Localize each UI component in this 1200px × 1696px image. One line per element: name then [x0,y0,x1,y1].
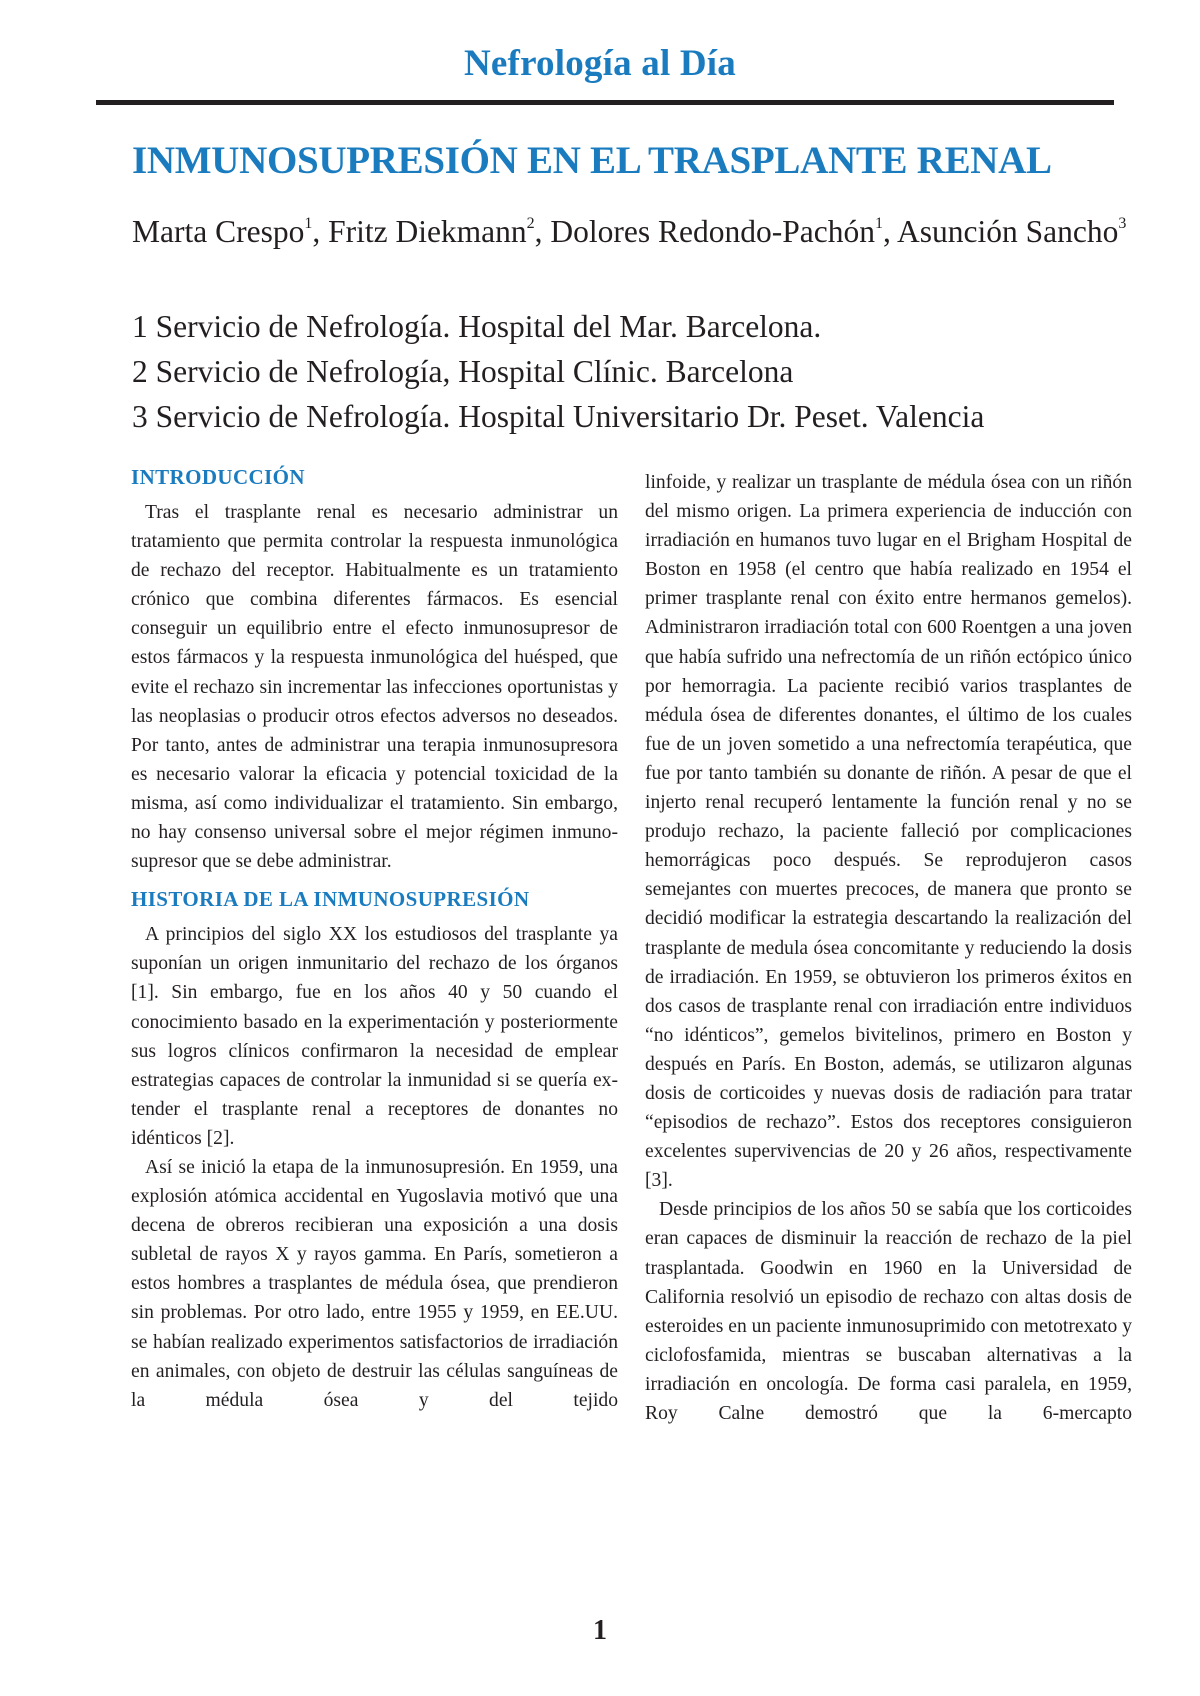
body-paragraph: Así se inició la etapa de la inmunosupresión. En 1959, una explosión atómica accidental en Yugoslavia motivó que una decena de obreros recibieran una exposición a una dosis subletal de rayos X y rayos gamma. En París, sometieron a estos hombres a trasplantes de médula ósea, que prendieron sin problemas. Por otro lado, entre 1955 y 1959, en EE.UU. se habían realizado experimentos satisfactorios de irradiación en animales, con objeto de destruir las células sanguíneas de la médula ósea y del tejido [131,1156,618,1411]
author-name: Marta Crespo [132,214,305,249]
author-list: Marta Crespo$^1$, Fritz Diekmann$^2$, Dolores Redondo-Pachón$^1$, Asunción Sancho$^3$ [132,214,1127,249]
journal-header: Nefrología al Día [464,43,736,84]
author-affiliation-marker: 1 [875,215,883,232]
author-name: Dolores Redondo-Pachón [550,214,875,249]
affiliation-line: 2 Servicio de Nefrología, Hospital Clínic. Barcelona [132,354,794,389]
affiliation-line: 3 Servicio de Nefrología. Hospital Universitario Dr. Peset. Valencia [132,399,985,434]
body-paragraph: linfoide, y realizar un trasplante de médula ósea con un riñón del mismo origen. La primera experiencia de inducción con irradiación en humanos tuvo lugar en el Brigham Hospital de Boston en 1958 (el centro que había realizado en 1954 el primer trasplante renal con éxito entre hermanos gemelos). Administraron irradiación total con 600 Roentgen a una joven que había sufrido una nefrectomía de un riñón ectópico único por hemorragia. La paciente recibió varios trasplantes de médula ósea de diferentes donantes, el último de los cuales fue de un joven sometido a una nefrectomía terapéutica, que fue por tanto también su donante de riñón. A pesar de que el injerto renal recuperó lentamente la función renal y no se produjo rechazo, la paciente falleció por complicaciones hemorrágicas poco después. Se reprodujeron casos semejantes con muertes precoces, de manera que pronto se decidió modificar la estrategia descartando la realización del trasplante de medula ósea concomitante y reduciendo la dosis de irradiación. En 1959, se obtuvieron los primeros éxitos en dos casos de trasplante renal con irradiación entre individuos “no idénticos”, gemelos bivitelinos, primero en Boston y después en París. En Boston, además, se utilizaron algunas dosis de corticoides y nuevas dosis de radiación para tratar “episodios de rechazo”. Estos dos receptores consiguieron excelentes supervivencias de 20 y 26 años, respectivamente [3]. [645,472,1132,1192]
author-affiliation-marker: 1 [304,215,313,232]
article-title: INMUNOSUPRESIÓN EN EL TRASPLANTE RENAL [132,139,1052,182]
author-affiliation-marker: 3 [1118,215,1127,232]
section-heading-introduccion: INTRODUCCIÓN [131,465,305,489]
affiliation-line: 1 Servicio de Nefrología. Hospital del Mar. Barcelona. [132,309,822,344]
header-rule [96,100,1114,105]
affiliation-list [132,304,1132,439]
left-column [131,462,618,1415]
author-affiliation-marker: 2 [526,215,535,232]
right-column [645,468,1132,1428]
author-name: Asunción Sancho [897,214,1119,249]
body-paragraph: Desde principios de los años 50 se sabía que los corticoides eran capaces de disminuir la reacción de rechazo de la piel trasplantada. Goodwin en 1960 en la Universidad de California resolvió un episodio de rechazo con altas dosis de esteroides en un paciente inmunosuprimido con metotrexato y ciclofosfamida, mientras se buscaban alternativas a la irradiación en oncología. De forma casi paralela, en 1959, Roy Calne demostró que la 6-mercapto [645,1199,1132,1424]
page-number: 1 [593,1615,607,1646]
body-paragraph: Tras el trasplante renal es necesario administrar un tratamiento que permita controlar la respuesta inmunológica de rechazo del receptor. Habitualmente es un tratamiento crónico que combina diferentes fármacos. Es esencial conseguir un equilibrio entre el efecto inmunosupresor de estos fármacos y la respuesta inmunológica del huésped, que evite el rechazo sin incrementar las infecciones oportunistas y las neoplasias o producir otros efectos adversos no deseados. Por tanto, antes de administrar una terapia inmunosupresora es necesario valorar la eficacia y potencial toxicidad de la misma, así como individualizar el tratamiento. Sin embargo, no hay consenso universal sobre el mejor régimen inmunosupresor que se debe administrar. [131,502,618,873]
author-name: Fritz Diekmann [328,214,527,249]
section-heading-historia: HISTORIA DE LA INMUNOSUPRESIÓN [131,887,530,912]
body-paragraph: A principios del siglo XX los estudiosos del trasplante ya suponían un origen inmunitario del rechazo de los órganos [1]. Sin embargo, fue en los años 40 y 50 cuando el conocimiento basado en la experimentación y posteriormente sus logros clínicos confirmaron la necesidad de emplear estrategias capaces de controlar la inmunidad si se quería extender el trasplante renal a receptores de donantes no idénticos [2]. [131,924,618,1149]
